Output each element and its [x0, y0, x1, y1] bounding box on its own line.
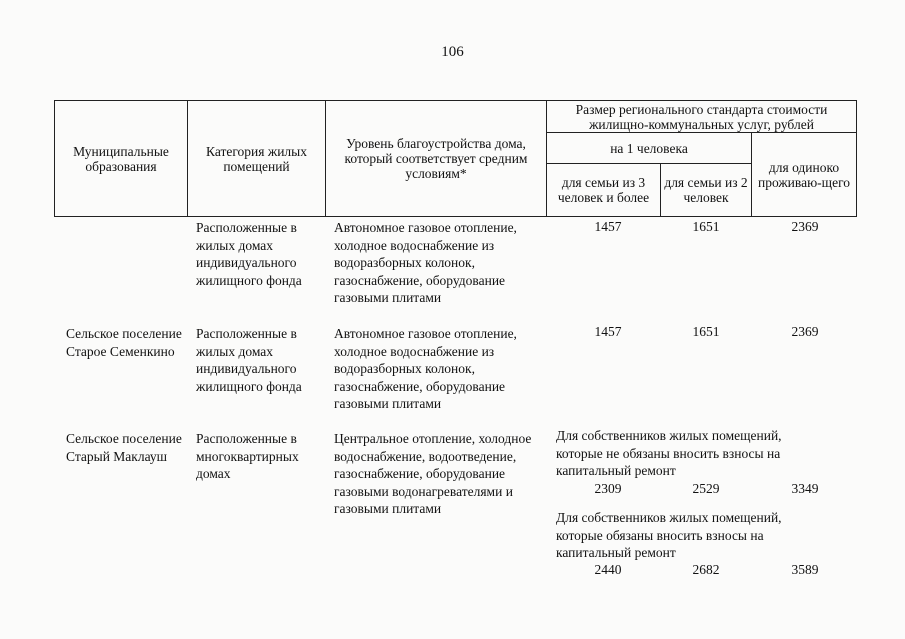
row3-level: Центральное отопление, холодное водоснабжение, водоотведение, газоснабжение, оборудование газовыми водонагревателями и газовыми плитами	[334, 431, 532, 516]
header-family2: для семьи из 2 человек	[661, 164, 752, 217]
row3-n1-single: 3349	[791, 481, 819, 496]
row1-family2: 1651	[692, 219, 720, 234]
row1-category: Расположенные в жилых домах индивидуального жилищного фонда	[196, 220, 302, 288]
row3-category: Расположенные в многоквартирных домах	[196, 431, 299, 481]
header-level: Уровень благоустройства дома, который соответствует средним условиям*	[326, 101, 547, 217]
header-single: для одиноко проживаю-щего	[752, 133, 857, 217]
table-header	[54, 100, 857, 217]
row3-note-no-capital-repair: Для собственников жилых помещений, которые не обязаны вносить взносы на капитальный ремонт	[556, 428, 782, 478]
row2-category: Расположенные в жилых домах индивидуального жилищного фонда	[196, 326, 302, 394]
row2-family3: 1457	[594, 324, 622, 339]
header-per-person: на 1 человека	[547, 133, 752, 164]
row1-level: Автономное газовое отопление, холодное водоснабжение из водоразборных колонок, газоснабжение, оборудование газовыми плитами	[334, 220, 517, 305]
header-size: Размер регионального стандарта стоимости жилищно-коммунальных услуг, рублей	[547, 101, 857, 133]
row2-level: Автономное газовое отопление, холодное водоснабжение из водоразборных колонок, газоснабжение, оборудование газовыми плитами	[334, 326, 517, 411]
row3-n2-single: 3589	[791, 562, 819, 577]
header-family3: для семьи из 3 человек и более	[547, 164, 661, 217]
row1-single: 2369	[791, 219, 819, 234]
row1-family3: 1457	[594, 219, 622, 234]
row3-n1-family3: 2309	[594, 481, 622, 496]
row3-municipality: Сельское поселение Старый Маклауш	[66, 431, 182, 464]
row2-single: 2369	[791, 324, 819, 339]
row3-n2-family3: 2440	[594, 562, 622, 577]
row2-family2: 1651	[692, 324, 720, 339]
row3-n2-family2: 2682	[692, 562, 720, 577]
row3-note-capital-repair: Для собственников жилых помещений, которые обязаны вносить взносы на капитальный ремонт	[556, 510, 782, 560]
row3-n1-family2: 2529	[692, 481, 720, 496]
page-number: 106	[441, 44, 464, 60]
header-category: Категория жилых помещений	[188, 101, 326, 217]
row2-municipality: Сельское поселение Старое Семенкино	[66, 326, 182, 359]
header-municipality: Муниципальные образования	[55, 101, 188, 217]
